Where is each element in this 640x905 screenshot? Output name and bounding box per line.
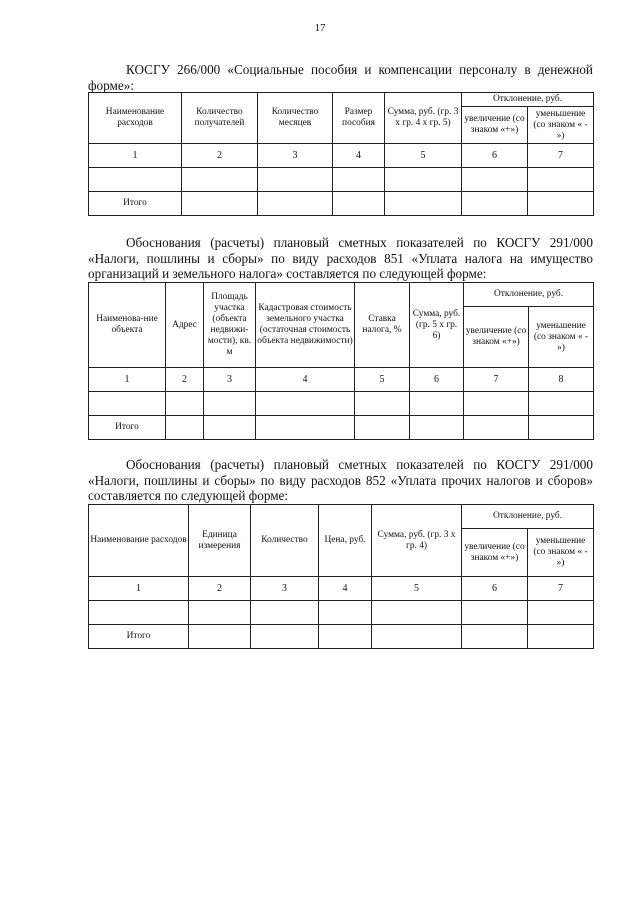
- column-number: 5: [372, 577, 462, 601]
- header-benefit-amount: Размер пособия: [333, 93, 385, 144]
- column-number: 5: [385, 144, 462, 168]
- header-increase: увеличение (со знаком «+»): [462, 529, 528, 577]
- header-deviation: Отклонение, руб.: [462, 93, 594, 107]
- column-number: 2: [189, 577, 251, 601]
- header-quantity: Количество: [251, 505, 319, 577]
- column-number: 5: [355, 368, 410, 392]
- column-number: 6: [462, 577, 528, 601]
- column-number: 3: [204, 368, 256, 392]
- total-row: [89, 625, 594, 649]
- column-number: 4: [319, 577, 372, 601]
- column-number: 7: [528, 577, 594, 601]
- header-decrease: уменьшение (со знаком « - »): [529, 307, 594, 368]
- header-deviation: Отклонение, руб.: [464, 283, 594, 307]
- column-number: 2: [166, 368, 204, 392]
- header-sum: Сумма, руб. (гр. 5 х гр. 6): [410, 283, 464, 368]
- section1-heading: КОСГУ 266/000 «Социальные пособия и компенсации персоналу в денежной форме»:: [88, 62, 593, 93]
- header-recipients-count: Количество получателей: [182, 93, 258, 144]
- total-label: Итого: [89, 192, 182, 216]
- header-expense-name: Наименование расходов: [89, 93, 182, 144]
- column-number: 8: [529, 368, 594, 392]
- column-number: 6: [410, 368, 464, 392]
- table-row: [89, 168, 594, 192]
- total-label: Итого: [89, 625, 189, 649]
- total-row: [89, 416, 594, 440]
- total-row: [89, 192, 594, 216]
- header-address: Адрес: [166, 283, 204, 368]
- column-number: 3: [258, 144, 333, 168]
- social-benefits-table: [88, 92, 594, 216]
- column-number: 1: [89, 144, 182, 168]
- column-number: 4: [256, 368, 355, 392]
- header-deviation: Отклонение, руб.: [462, 505, 594, 529]
- header-sum: Сумма, руб. (гр. 3 х гр. 4): [372, 505, 462, 577]
- total-label: Итого: [89, 416, 166, 440]
- header-decrease: уменьшение (со знаком « - »): [528, 529, 594, 577]
- column-number: 6: [462, 144, 528, 168]
- column-number: 4: [333, 144, 385, 168]
- header-cadastral-value: Кадастровая стоимость земельного участка (остаточная стоимость объекта недвижимости): [256, 283, 355, 368]
- table-row: [89, 392, 594, 416]
- column-number: 3: [251, 577, 319, 601]
- header-months-count: Количество месяцев: [258, 93, 333, 144]
- header-decrease: уменьшение (со знаком « - »): [528, 107, 594, 144]
- header-increase: увеличение (со знаком «+»): [464, 307, 529, 368]
- header-unit: Единица измерения: [189, 505, 251, 577]
- header-increase: увеличение (со знаком «+»): [462, 107, 528, 144]
- page-number: 17: [314, 22, 326, 34]
- header-sum: Сумма, руб. (гр. 3 х гр. 4 х гр. 5): [385, 93, 462, 144]
- section3-heading: Обоснования (расчеты) плановый сметных показателей по КОСГУ 291/000 «Налоги, пошлины и сборы» по виду расходов 852 «Уплата прочих налогов и сборов» составляется по следующей форме:: [88, 457, 593, 503]
- section2-heading: Обоснования (расчеты) плановый сметных показателей по КОСГУ 291/000 «Налоги, пошлины и сборы» по виду расходов 851 «Уплата налога на имущество организаций и земельного налога» составляется по следующей форме:: [88, 235, 593, 281]
- header-price: Цена, руб.: [319, 505, 372, 577]
- column-number: 1: [89, 368, 166, 392]
- header-expense-name: Наименование расходов: [89, 505, 189, 577]
- header-area: Площадь участка (объекта недвижи-мости), кв. м: [204, 283, 256, 368]
- property-tax-table: [88, 282, 594, 440]
- other-taxes-table: [88, 504, 594, 649]
- header-tax-rate: Ставка налога, %: [355, 283, 410, 368]
- header-object-name: Наименова-ние объекта: [89, 283, 166, 368]
- column-number: 1: [89, 577, 189, 601]
- column-number: 2: [182, 144, 258, 168]
- column-number: 7: [464, 368, 529, 392]
- table-row: [89, 601, 594, 625]
- column-number: 7: [528, 144, 594, 168]
